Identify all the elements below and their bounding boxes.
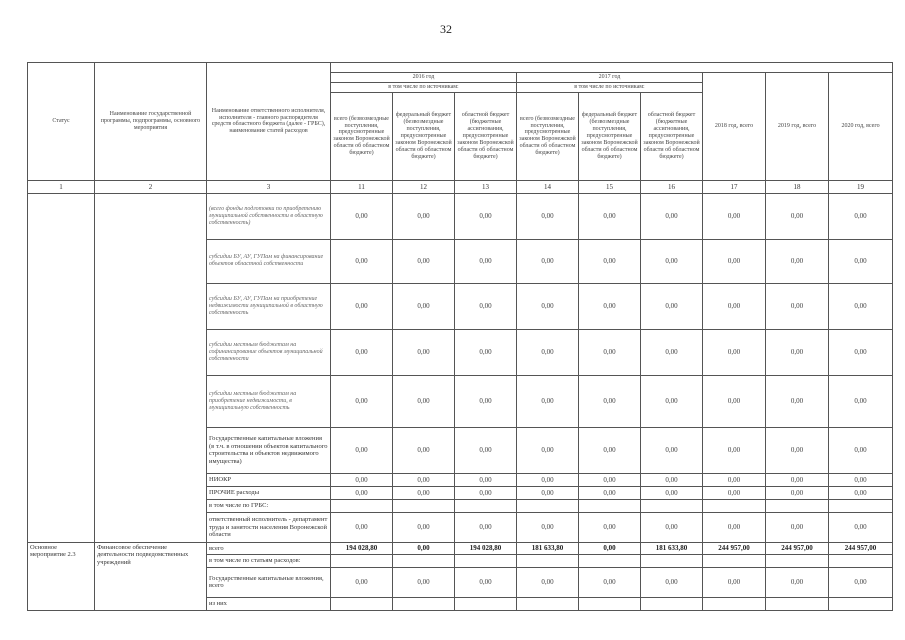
value-cell: 0,00: [766, 283, 829, 329]
value-cell: 0,00: [579, 486, 641, 499]
colnum-18: 18: [766, 180, 829, 193]
value-cell: 0,00: [579, 329, 641, 375]
row-label: в том числе по ГРБС:: [207, 499, 331, 512]
value-cell: 0,00: [579, 473, 641, 486]
value-cell: 0,00: [641, 239, 703, 283]
value-cell: 0,00: [331, 375, 393, 427]
value-cell: 0,00: [703, 427, 766, 473]
value-cell: 0,00: [331, 567, 393, 597]
colnum-2: 2: [95, 180, 207, 193]
value-cell: 194 028,80: [455, 542, 517, 554]
value-cell: 0,00: [703, 473, 766, 486]
value-cell: 0,00: [393, 486, 455, 499]
value-cell: 0,00: [455, 239, 517, 283]
row-label: из них: [207, 597, 331, 610]
header-c11: всего (безвозмездные поступления, предусмотренные законом Воронежской области об областном бюджете): [331, 92, 393, 180]
page-number: 32: [440, 22, 452, 36]
value-cell: 244 957,00: [829, 542, 893, 554]
header-c12: федеральный бюджет (безвозмездные поступления, предусмотренные законом Воронежской области об областном бюджете): [393, 92, 455, 180]
colnum-14: 14: [517, 180, 579, 193]
row-label: (всего фонды подготовки по приобретению муниципальной собственности в областную собственность): [207, 193, 331, 239]
colnum-17: 17: [703, 180, 766, 193]
row-label: субсидии местным бюджетам на софинансирование объектов муниципальной собственности: [207, 329, 331, 375]
header-status: Статус: [28, 63, 95, 181]
value-cell: 0,00: [455, 473, 517, 486]
value-cell: 0,00: [393, 542, 455, 554]
row-label: ПРОЧИЕ расходы: [207, 486, 331, 499]
value-cell: 0,00: [393, 512, 455, 542]
value-cell: 0,00: [517, 427, 579, 473]
budget-table: [27, 62, 893, 611]
value-cell: 0,00: [579, 193, 641, 239]
value-cell: 0,00: [393, 427, 455, 473]
row-label: субсидии БУ, АУ, ГУПам на финансирование объектов областной собственности: [207, 239, 331, 283]
value-cell: 244 957,00: [703, 542, 766, 554]
colnum-15: 15: [579, 180, 641, 193]
header-responsible: Наименование ответственного исполнителя, исполнителя - главного распорядителя средств областного бюджета (далее - ГРБС), наименование статей расходов: [207, 63, 331, 181]
value-cell: 244 957,00: [766, 542, 829, 554]
value-cell: 0,00: [455, 329, 517, 375]
header-sources-2017: в том числе по источникам:: [517, 82, 703, 92]
value-cell: 0,00: [393, 193, 455, 239]
header-year-2016: 2016 год: [331, 73, 517, 83]
value-cell: 0,00: [579, 283, 641, 329]
header-top-blank: [331, 63, 893, 73]
value-cell: 0,00: [829, 486, 893, 499]
value-cell: 0,00: [331, 329, 393, 375]
table-row: [28, 542, 893, 554]
value-cell: 0,00: [579, 567, 641, 597]
table-row: [28, 193, 893, 239]
value-cell: 0,00: [829, 473, 893, 486]
value-cell: 0,00: [517, 567, 579, 597]
header-sources-2016: в том числе по источникам:: [331, 82, 517, 92]
value-cell: 0,00: [455, 193, 517, 239]
row-label: в том числе по статьям расходов:: [207, 554, 331, 567]
header-c15: федеральный бюджет (безвозмездные поступления, предусмотренные законом Воронежской области об областном бюджете): [579, 92, 641, 180]
value-cell: 0,00: [517, 375, 579, 427]
value-cell: 0,00: [517, 283, 579, 329]
header-c14: всего (безвозмездные поступления, предусмотренные законом Воронежской области об областном бюджете): [517, 92, 579, 180]
row-label: Государственные капитальные вложения (в т.ч. в отношении объектов капитального строительства и объектов недвижимого имущества): [207, 427, 331, 473]
value-cell: 0,00: [455, 375, 517, 427]
row-label: Государственные капитальные вложения, всего: [207, 567, 331, 597]
value-cell: 0,00: [455, 486, 517, 499]
colnum-12: 12: [393, 180, 455, 193]
value-cell: 0,00: [641, 473, 703, 486]
value-cell: 0,00: [766, 427, 829, 473]
colnum-3: 3: [207, 180, 331, 193]
value-cell: 0,00: [517, 329, 579, 375]
colnum-16: 16: [641, 180, 703, 193]
value-cell: 0,00: [703, 512, 766, 542]
value-cell: 0,00: [829, 239, 893, 283]
value-cell: 0,00: [579, 542, 641, 554]
value-cell: 0,00: [579, 239, 641, 283]
value-cell: 0,00: [393, 375, 455, 427]
row-label: субсидии местным бюджетам на приобретение недвижимости, в муниципальную собственность: [207, 375, 331, 427]
value-cell: 0,00: [703, 193, 766, 239]
value-cell: 181 633,80: [641, 542, 703, 554]
value-cell: 0,00: [829, 329, 893, 375]
value-cell: 0,00: [766, 239, 829, 283]
value-cell: 181 633,80: [517, 542, 579, 554]
value-cell: 0,00: [517, 473, 579, 486]
value-cell: 0,00: [641, 486, 703, 499]
value-cell: 0,00: [766, 193, 829, 239]
value-cell: 0,00: [331, 486, 393, 499]
status-cell-empty: [28, 193, 95, 542]
row-label: ответственный исполнитель - департамент труда и занятости населения Воронежской области: [207, 512, 331, 542]
header-c18: 2019 год, всего: [766, 73, 829, 181]
colnum-11: 11: [331, 180, 393, 193]
main-event-name: Финансовое обеспечение деятельности подведомственных учреждений: [95, 542, 207, 610]
value-cell: 0,00: [579, 427, 641, 473]
value-cell: 0,00: [703, 567, 766, 597]
value-cell: 0,00: [455, 427, 517, 473]
row-label: НИОКР: [207, 473, 331, 486]
value-cell: 0,00: [517, 239, 579, 283]
colnum-19: 19: [829, 180, 893, 193]
value-cell: 0,00: [517, 512, 579, 542]
value-cell: 0,00: [393, 239, 455, 283]
value-cell: 0,00: [641, 375, 703, 427]
row-label: всего: [207, 542, 331, 554]
value-cell: 0,00: [641, 283, 703, 329]
main-event-status: Основное мероприятие 2.3: [28, 542, 95, 610]
value-cell: 0,00: [331, 473, 393, 486]
value-cell: 0,00: [829, 567, 893, 597]
header-c19: 2020 год, всего: [829, 73, 893, 181]
value-cell: 0,00: [331, 512, 393, 542]
value-cell: 0,00: [393, 283, 455, 329]
value-cell: 0,00: [829, 375, 893, 427]
value-cell: 0,00: [703, 239, 766, 283]
value-cell: 0,00: [703, 486, 766, 499]
value-cell: 0,00: [455, 567, 517, 597]
value-cell: 0,00: [393, 567, 455, 597]
value-cell: 0,00: [393, 329, 455, 375]
value-cell: 0,00: [766, 473, 829, 486]
value-cell: 0,00: [455, 283, 517, 329]
value-cell: 0,00: [766, 375, 829, 427]
value-cell: 0,00: [579, 512, 641, 542]
value-cell: 0,00: [641, 512, 703, 542]
value-cell: 0,00: [703, 283, 766, 329]
colnum-13: 13: [455, 180, 517, 193]
header-c13: областной бюджет (бюджетные ассигнования, предусмотренные законом Воронежской области об областном бюджете): [455, 92, 517, 180]
header-program-name: Наименование государственной программы, подпрограммы, основного мероприятия: [95, 63, 207, 181]
value-cell: 0,00: [766, 329, 829, 375]
value-cell: 0,00: [455, 512, 517, 542]
value-cell: 0,00: [641, 567, 703, 597]
value-cell: 0,00: [829, 512, 893, 542]
value-cell: 0,00: [766, 512, 829, 542]
header-c17: 2018 год, всего: [703, 73, 766, 181]
value-cell: 0,00: [703, 329, 766, 375]
value-cell: 0,00: [829, 427, 893, 473]
value-cell: 194 028,80: [331, 542, 393, 554]
value-cell: 0,00: [517, 486, 579, 499]
value-cell: 0,00: [331, 427, 393, 473]
value-cell: 0,00: [641, 427, 703, 473]
value-cell: 0,00: [766, 567, 829, 597]
value-cell: 0,00: [703, 375, 766, 427]
value-cell: 0,00: [641, 329, 703, 375]
header-c16: областной бюджет (бюджетные ассигнования, предусмотренные законом Воронежской области об областном бюджете): [641, 92, 703, 180]
value-cell: 0,00: [766, 486, 829, 499]
value-cell: 0,00: [331, 283, 393, 329]
value-cell: 0,00: [517, 193, 579, 239]
value-cell: 0,00: [331, 193, 393, 239]
value-cell: 0,00: [393, 473, 455, 486]
program-cell-empty: [95, 193, 207, 542]
value-cell: 0,00: [331, 239, 393, 283]
value-cell: 0,00: [579, 375, 641, 427]
header-year-2017: 2017 год: [517, 73, 703, 83]
value-cell: 0,00: [829, 193, 893, 239]
value-cell: 0,00: [829, 283, 893, 329]
value-cell: 0,00: [641, 193, 703, 239]
row-label: субсидии БУ, АУ, ГУПам на приобретение недвижимости муниципальной в областную собственность: [207, 283, 331, 329]
colnum-1: 1: [28, 180, 95, 193]
